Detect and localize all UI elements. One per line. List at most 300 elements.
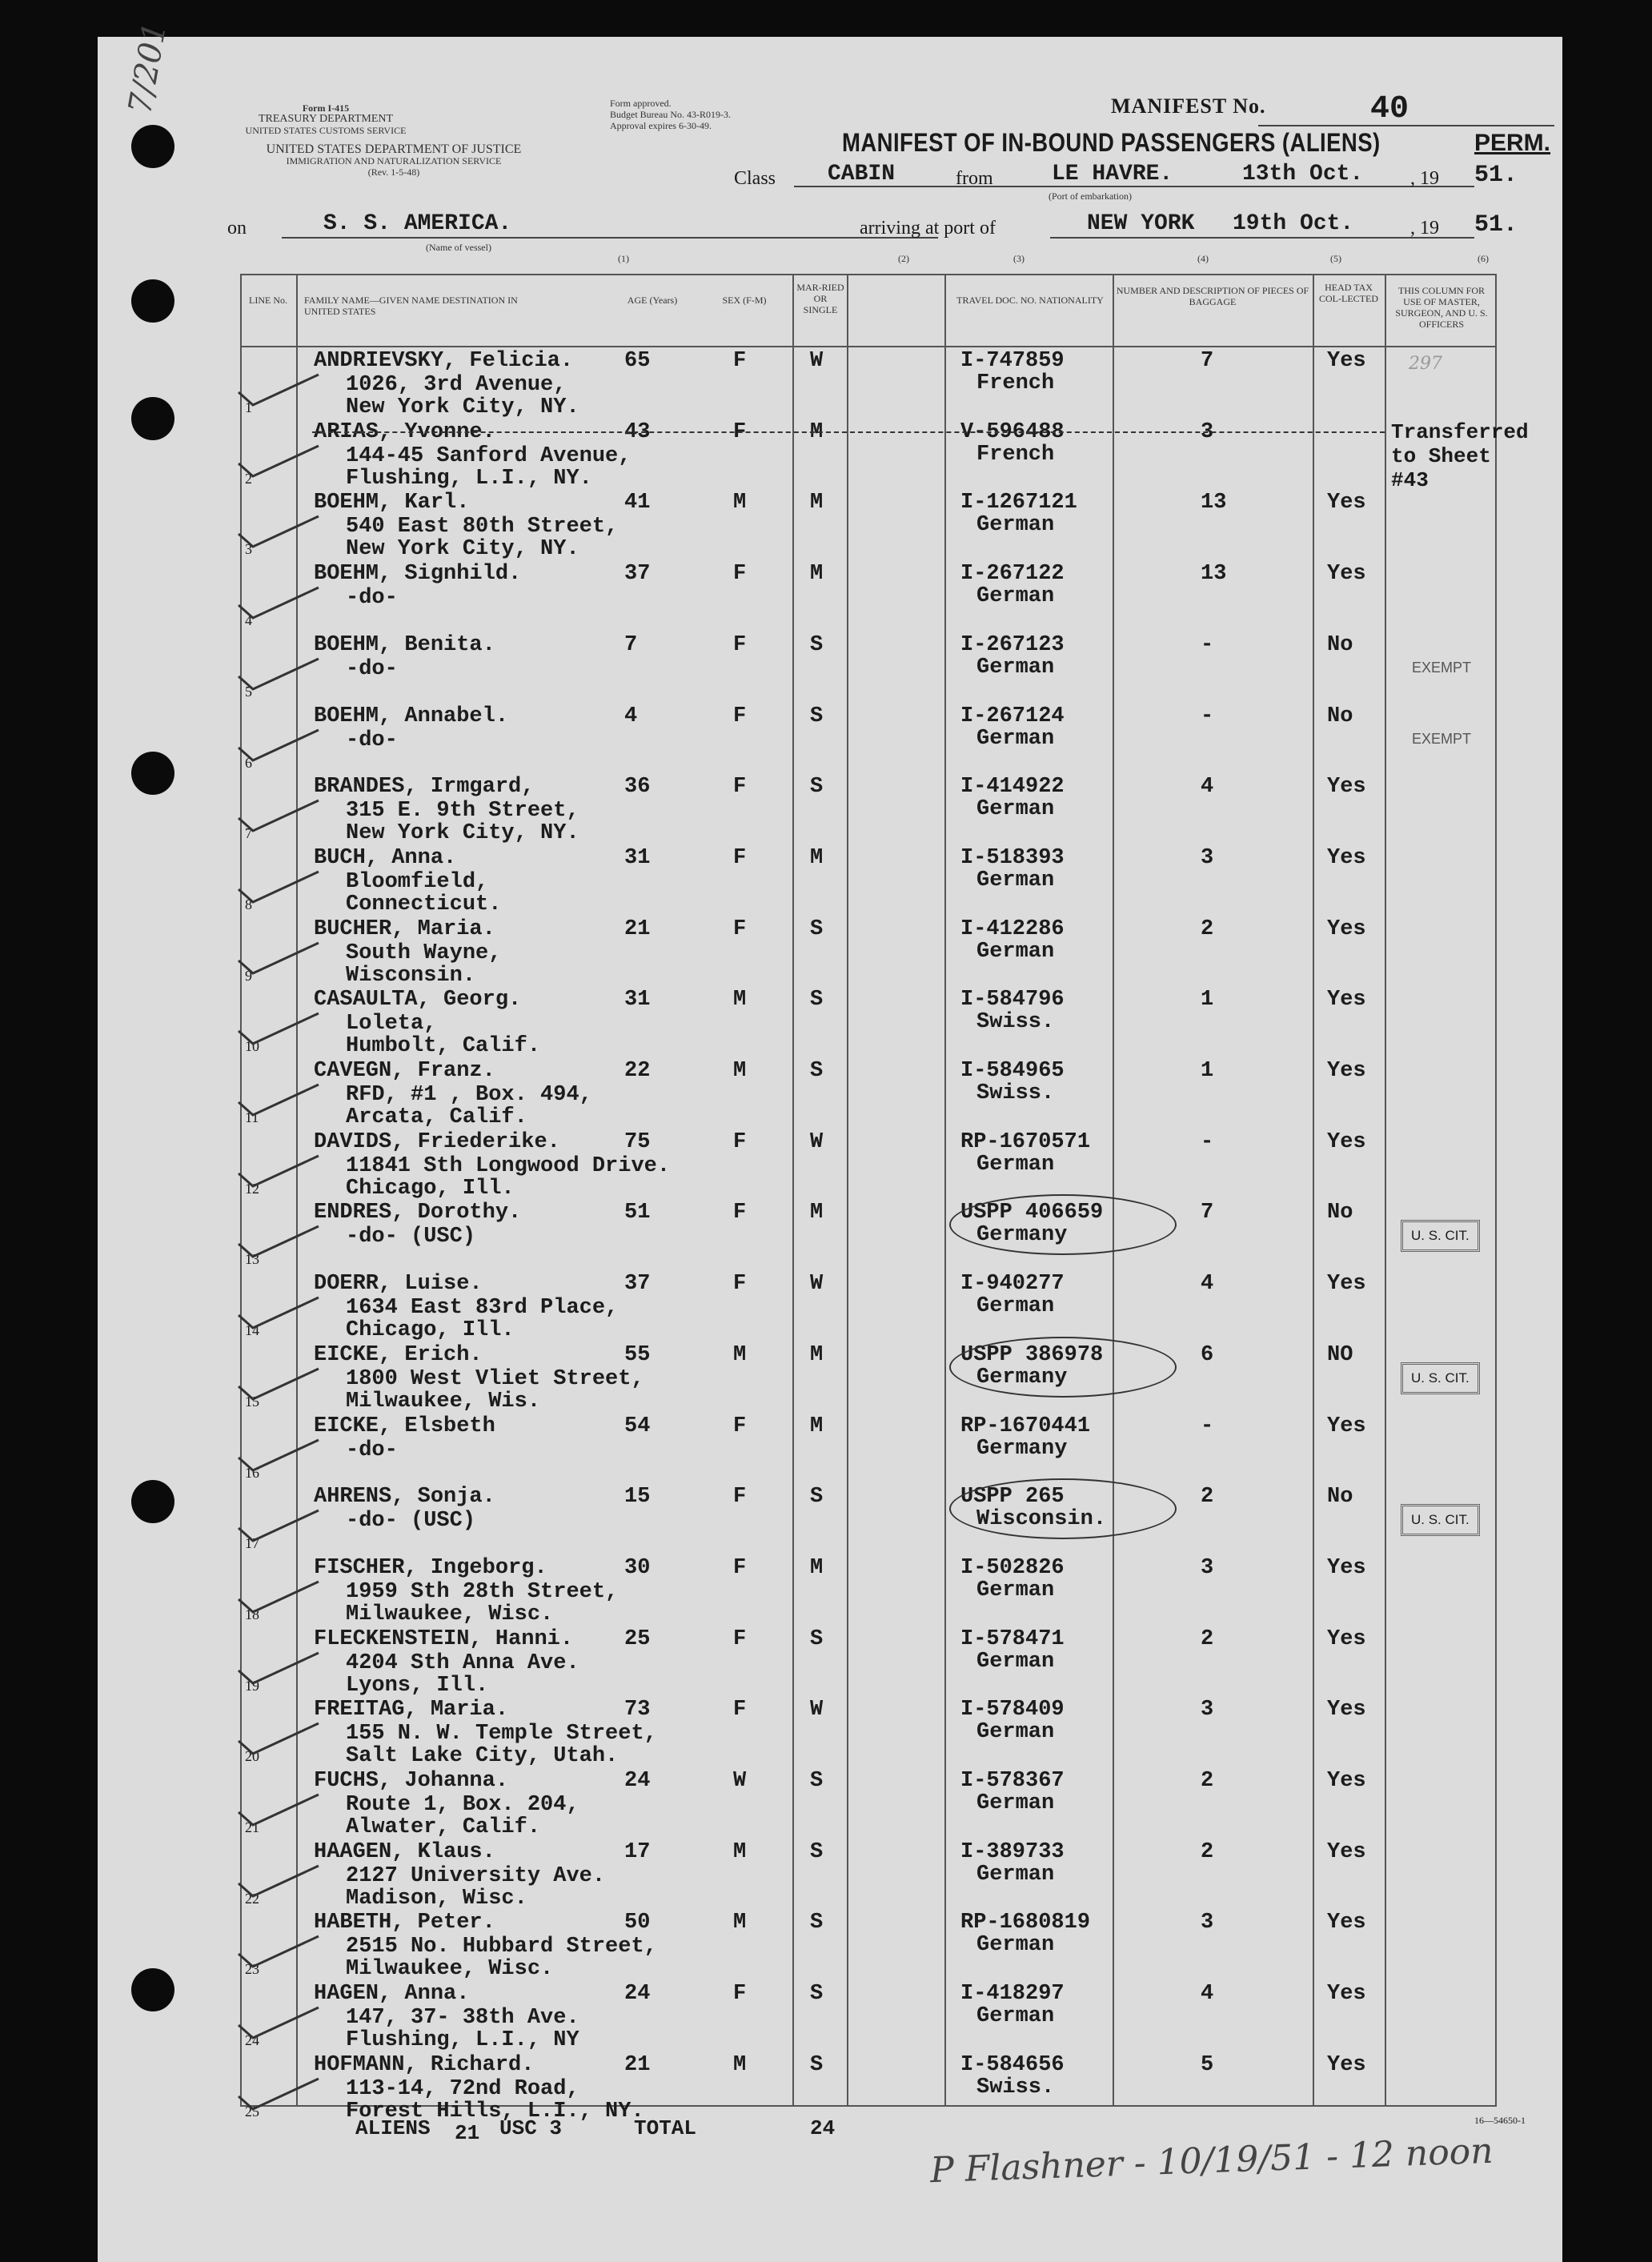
address-line-2: Lyons, Ill. xyxy=(346,1673,489,1698)
travel-doc-number: RP-1680819 xyxy=(960,1911,1091,1935)
baggage-count: 3 xyxy=(1201,1555,1214,1580)
nationality: German xyxy=(976,1933,1055,1958)
baggage-count: 13 xyxy=(1201,562,1227,587)
passenger-name: HAGEN, Anna. xyxy=(314,1982,470,2007)
address-line-1: 1800 West Vliet Street, xyxy=(346,1366,644,1391)
address-line-2: Wisconsin. xyxy=(346,963,476,988)
age: 22 xyxy=(624,1059,651,1083)
nationality: German xyxy=(976,1720,1055,1745)
manifest-label: MANIFEST No. xyxy=(1111,94,1266,118)
manifest-number: 40 xyxy=(1370,91,1409,127)
line-number: 1 xyxy=(245,399,252,415)
baggage-count: 1 xyxy=(1201,1059,1214,1083)
age: 37 xyxy=(624,1272,651,1297)
travel-doc-number: V-596488 xyxy=(960,419,1065,444)
margin-note: 7/201 xyxy=(122,19,174,117)
col-num-6: (6) xyxy=(1478,253,1489,264)
address-line-1: 11841 Sth Longwood Drive. xyxy=(346,1153,671,1178)
sex: F xyxy=(733,1982,747,2007)
sex: F xyxy=(733,632,747,657)
age: 75 xyxy=(624,1129,651,1154)
travel-doc-number: I-418297 xyxy=(960,1982,1065,2007)
baggage-count: 7 xyxy=(1201,349,1214,373)
col-num-2: (2) xyxy=(898,253,909,264)
punch-hole xyxy=(131,752,174,795)
nationality: German xyxy=(976,584,1055,609)
passenger-name: DAVIDS, Friederike. xyxy=(314,1129,560,1154)
sex: M xyxy=(733,988,747,1013)
check-mark xyxy=(235,584,323,621)
marital-status: W xyxy=(810,349,824,373)
head-tax: No xyxy=(1327,632,1353,657)
marital-status: M xyxy=(810,419,824,444)
nationality: Swiss. xyxy=(976,1010,1055,1035)
nationality: German xyxy=(976,797,1055,822)
justice-dept: UNITED STATES DEPARTMENT OF JUSTICE xyxy=(266,142,522,156)
nationality: Wisconsin. xyxy=(976,1507,1107,1532)
table-row xyxy=(240,419,1529,492)
line-number: 25 xyxy=(245,2103,259,2120)
total-count: 24 xyxy=(810,2116,836,2140)
age: 54 xyxy=(624,1414,651,1438)
head-tax: Yes xyxy=(1327,775,1366,800)
arrival-date: 19th Oct. xyxy=(1233,211,1354,236)
approval-line-3: Approval expires 6-30-49. xyxy=(610,120,712,131)
date-underline xyxy=(1010,186,1474,187)
sex: M xyxy=(733,2052,747,2077)
class-underline xyxy=(794,186,1042,187)
address-line-1: -do- (USC) xyxy=(346,1509,476,1534)
line-number: 14 xyxy=(245,1322,259,1339)
travel-doc-number: USPP 406659 xyxy=(960,1201,1104,1225)
sex: M xyxy=(733,1342,747,1367)
check-mark xyxy=(235,868,323,905)
officer-note: U. S. CIT. xyxy=(1401,1220,1480,1252)
passenger-name: CASAULTA, Georg. xyxy=(314,988,522,1013)
age: 24 xyxy=(624,1769,651,1793)
head-tax: Yes xyxy=(1327,562,1366,587)
passenger-name: EICKE, Erich. xyxy=(314,1342,483,1367)
manifest-underline xyxy=(1258,125,1554,126)
sex: F xyxy=(733,562,747,587)
table-row xyxy=(240,632,1497,703)
punch-hole xyxy=(131,1968,174,2011)
nationality: French xyxy=(976,442,1055,467)
head-tax: No xyxy=(1327,704,1353,728)
address-line-2: Flushing, L.I., NY. xyxy=(346,466,592,491)
head-tax: No xyxy=(1327,1485,1353,1510)
head-tax: Yes xyxy=(1327,491,1366,515)
officer-note: 297 xyxy=(1409,354,1442,374)
check-mark xyxy=(235,371,323,408)
vessel-name: S. S. AMERICA. xyxy=(323,211,512,236)
passenger-name: FUCHS, Johanna. xyxy=(314,1769,509,1793)
table-row xyxy=(240,844,1497,916)
address-line-1: -do- xyxy=(346,1438,398,1462)
line-number: 5 xyxy=(245,683,252,700)
address-line-2: Madison, Wisc. xyxy=(346,1886,527,1911)
age: 41 xyxy=(624,491,651,515)
age: 4 xyxy=(624,704,638,728)
age: 55 xyxy=(624,1342,651,1367)
passenger-name: FLECKENSTEIN, Hanni. xyxy=(314,1626,574,1651)
table-row xyxy=(240,1696,1497,1767)
officer-note: Transferred to Sheet #43 xyxy=(1391,419,1529,492)
address-line-1: 1026, 3rd Avenue, xyxy=(346,373,567,397)
usc-label: USC 3 xyxy=(499,2116,563,2140)
line-number: 17 xyxy=(245,1535,259,1552)
col-num-5: (5) xyxy=(1330,253,1341,264)
head-tax: Yes xyxy=(1327,1769,1366,1793)
address-line-1: -do- xyxy=(346,728,398,752)
marital-status: S xyxy=(810,988,824,1013)
address-line-1: 155 N. W. Temple Street, xyxy=(346,1722,657,1747)
address-line-2: Arcata, Calif. xyxy=(346,1105,527,1129)
passenger-name: DOERR, Luise. xyxy=(314,1272,483,1297)
embark-port-caption: (Port of embarkation) xyxy=(1049,191,1132,202)
marital-status: W xyxy=(810,1272,824,1297)
age: 31 xyxy=(624,988,651,1013)
address-line-2: Humbolt, Calif. xyxy=(346,1034,541,1059)
marital-status: S xyxy=(810,1626,824,1651)
nationality: German xyxy=(976,1791,1055,1815)
circled-passport xyxy=(949,1337,1177,1398)
line-number: 22 xyxy=(245,1890,259,1907)
address-line-1: South Wayne, xyxy=(346,940,502,965)
line-number: 12 xyxy=(245,1180,259,1197)
table-row xyxy=(240,1626,1497,1697)
table-row xyxy=(240,489,1497,560)
address-line-2: New York City, NY. xyxy=(346,537,579,562)
sex: M xyxy=(733,1059,747,1083)
class-value: CABIN xyxy=(828,162,896,186)
arrival-year: 51. xyxy=(1474,211,1518,239)
address-line-1: 113-14, 72nd Road, xyxy=(346,2076,579,2101)
passenger-name: BOEHM, Benita. xyxy=(314,632,495,657)
check-mark xyxy=(235,940,323,977)
check-mark xyxy=(235,1507,323,1544)
travel-doc-number: I-267122 xyxy=(960,562,1065,587)
age: 73 xyxy=(624,1698,651,1723)
sex: F xyxy=(733,1414,747,1438)
travel-doc-number: I-518393 xyxy=(960,845,1065,870)
passenger-name: FREITAG, Maria. xyxy=(314,1698,509,1723)
travel-doc-number: I-584796 xyxy=(960,988,1065,1013)
perm-label: PERM. xyxy=(1474,130,1551,156)
sex: F xyxy=(733,775,747,800)
line-number: 18 xyxy=(245,1606,259,1622)
address-line-1: 1634 East 83rd Place, xyxy=(346,1296,619,1321)
travel-doc-number: I-747859 xyxy=(960,349,1065,373)
passenger-name: ANDRIEVSKY, Felicia. xyxy=(314,349,574,373)
sex: F xyxy=(733,1272,747,1297)
header-line-no: LINE No. xyxy=(249,295,287,306)
passenger-name: BOEHM, Signhild. xyxy=(314,562,522,587)
passenger-name: BOEHM, Annabel. xyxy=(314,704,509,728)
address-line-1: RFD, #1 , Box. 494, xyxy=(346,1083,592,1107)
head-tax: Yes xyxy=(1327,1414,1366,1438)
check-mark xyxy=(235,1791,323,1828)
sex: W xyxy=(733,1769,747,1793)
check-mark xyxy=(235,1578,323,1615)
check-mark xyxy=(235,656,323,692)
passenger-name: HAAGEN, Klaus. xyxy=(314,1839,495,1864)
head-tax: Yes xyxy=(1327,1698,1366,1723)
nationality: Germany xyxy=(976,1365,1068,1390)
form-id-block xyxy=(218,102,434,136)
baggage-count: 7 xyxy=(1201,1201,1214,1225)
check-mark xyxy=(235,1933,323,1970)
officer-note: U. S. CIT. xyxy=(1401,1362,1480,1394)
address-line-2: Alwater, Calif. xyxy=(346,1815,541,1839)
punch-hole xyxy=(131,125,174,168)
check-mark xyxy=(235,1294,323,1331)
form-number: Form I-415 xyxy=(302,102,350,114)
line-number: 7 xyxy=(245,825,252,842)
baggage-count: 2 xyxy=(1201,1485,1214,1510)
baggage-count: 2 xyxy=(1201,916,1214,941)
baggage-count: 13 xyxy=(1201,491,1227,515)
passenger-name: ENDRES, Dorothy. xyxy=(314,1201,522,1225)
head-tax: Yes xyxy=(1327,1129,1366,1154)
passenger-name: BRANDES, Irmgard, xyxy=(314,775,535,800)
table-row xyxy=(240,1839,1497,1910)
sex: F xyxy=(733,845,747,870)
table-row xyxy=(240,347,1497,419)
sex: F xyxy=(733,1129,747,1154)
inspector-signature: P Flashner - 10/19/51 - 12 noon xyxy=(929,2130,1494,2192)
age: 36 xyxy=(624,775,651,800)
table-row xyxy=(240,1767,1497,1839)
address-line-2: Milwaukee, Wisc. xyxy=(346,1602,554,1626)
departure-year: 51. xyxy=(1474,162,1518,189)
line-number: 10 xyxy=(245,1038,259,1055)
age: 21 xyxy=(624,2052,651,2077)
line-number: 2 xyxy=(245,470,252,487)
header-officers: THIS COLUMN FOR USE OF MASTER, SURGEON, AND U. S. OFFICERS xyxy=(1395,285,1488,330)
marital-status: S xyxy=(810,632,824,657)
address-line-1: -do- xyxy=(346,656,398,681)
line-number: 21 xyxy=(245,1819,259,1835)
passenger-name: HABETH, Peter. xyxy=(314,1911,495,1935)
age: 24 xyxy=(624,1982,651,2007)
baggage-count: 4 xyxy=(1201,1272,1214,1297)
address-line-1: 4204 Sth Anna Ave. xyxy=(346,1650,579,1675)
approval-line-2: Budget Bureau No. 43-R019-3. xyxy=(610,109,731,120)
nationality: German xyxy=(976,1649,1055,1674)
travel-doc-number: RP-1670571 xyxy=(960,1129,1091,1154)
check-mark xyxy=(235,1223,323,1260)
table-row xyxy=(240,1909,1497,1980)
marital-status: S xyxy=(810,916,824,941)
baggage-count: - xyxy=(1201,632,1214,657)
header-age: AGE (Years) xyxy=(627,295,678,306)
table-row xyxy=(240,1129,1497,1200)
line-number: 15 xyxy=(245,1393,259,1410)
nationality: German xyxy=(976,868,1055,892)
table-row xyxy=(240,1270,1497,1342)
address-line-1: Bloomfield, xyxy=(346,869,489,894)
baggage-count: 4 xyxy=(1201,775,1214,800)
address-line-2: Salt Lake City, Utah. xyxy=(346,1744,619,1769)
head-tax: Yes xyxy=(1327,2052,1366,2077)
travel-doc-number: I-1267121 xyxy=(960,491,1077,515)
sex: F xyxy=(733,419,747,444)
travel-doc-number: I-502826 xyxy=(960,1555,1065,1580)
marital-status: W xyxy=(810,1698,824,1723)
approval-line-1: Form approved. xyxy=(610,98,672,109)
passenger-name: AHRENS, Sonja. xyxy=(314,1485,495,1510)
line-number: 19 xyxy=(245,1677,259,1694)
punch-hole xyxy=(131,1480,174,1523)
check-mark xyxy=(235,1366,323,1402)
nationality: German xyxy=(976,939,1055,964)
nationality: French xyxy=(976,371,1055,395)
nationality: German xyxy=(976,1862,1055,1887)
arriving-label: arriving at port of xyxy=(860,218,996,239)
table-row xyxy=(240,986,1497,1057)
arrival-port: NEW YORK xyxy=(1087,211,1195,236)
line-number: 8 xyxy=(245,896,252,912)
table-row xyxy=(240,703,1497,774)
check-mark xyxy=(235,1863,323,1899)
table-row xyxy=(240,1413,1497,1484)
age: 21 xyxy=(624,916,651,941)
table-row xyxy=(240,1199,1497,1270)
embark-port: LE HAVRE. xyxy=(1052,162,1173,186)
address-line-1: 315 E. 9th Street, xyxy=(346,799,579,824)
revision: (Rev. 1-5-48) xyxy=(367,166,420,178)
punch-hole xyxy=(131,279,174,323)
line-number: 6 xyxy=(245,754,252,771)
head-tax: Yes xyxy=(1327,1839,1366,1864)
nationality: German xyxy=(976,1294,1055,1319)
head-tax: Yes xyxy=(1327,1911,1366,1935)
nationality: Germany xyxy=(976,1436,1068,1461)
nationality: German xyxy=(976,726,1055,751)
baggage-count: 2 xyxy=(1201,1839,1214,1864)
address-line-2: Milwaukee, Wis. xyxy=(346,1389,541,1414)
marital-status: S xyxy=(810,2052,824,2077)
col-num-4: (4) xyxy=(1197,253,1209,264)
travel-doc-number: I-412286 xyxy=(960,916,1065,941)
passenger-name: HOFMANN, Richard. xyxy=(314,2052,535,2077)
nationality: Swiss. xyxy=(976,2075,1055,2100)
age: 7 xyxy=(624,632,638,657)
check-mark xyxy=(235,1081,323,1118)
sex: F xyxy=(733,1555,747,1580)
circled-passport xyxy=(949,1478,1177,1539)
nationality: Swiss. xyxy=(976,1081,1055,1105)
address-line-2: Milwaukee, Wisc. xyxy=(346,1957,554,1982)
head-tax: Yes xyxy=(1327,988,1366,1013)
passenger-name: ARIAS, Yvonne. xyxy=(314,419,495,444)
table-row xyxy=(240,2051,1497,2123)
passenger-name: EICKE, Elsbeth xyxy=(314,1414,495,1438)
circled-passport xyxy=(949,1194,1177,1255)
travel-doc-number: I-578471 xyxy=(960,1626,1065,1651)
address-line-2: Connecticut. xyxy=(346,892,502,916)
marital-status: S xyxy=(810,1059,824,1083)
table-top-rule xyxy=(240,274,1497,275)
marital-status: S xyxy=(810,1911,824,1935)
manifest-title: MANIFEST OF IN-BOUND PASSENGERS (ALIENS) xyxy=(842,128,1381,157)
sex: F xyxy=(733,1201,747,1225)
line-number: 11 xyxy=(245,1109,259,1125)
check-mark xyxy=(235,443,323,479)
baggage-count: 3 xyxy=(1201,845,1214,870)
marital-status: S xyxy=(810,775,824,800)
on-label: on xyxy=(227,218,247,239)
address-line-2: Forest Hills, L.I., NY. xyxy=(346,2099,644,2124)
table-row xyxy=(240,1554,1497,1626)
form-code: 16—54650-1 xyxy=(1474,2115,1526,2126)
check-mark xyxy=(235,1437,323,1474)
address-line-1: -do- xyxy=(346,586,398,611)
marital-status: S xyxy=(810,1839,824,1864)
baggage-count: 3 xyxy=(1201,419,1214,444)
address-line-2: Chicago, Ill. xyxy=(346,1176,515,1201)
baggage-count: 1 xyxy=(1201,988,1214,1013)
marital-status: M xyxy=(810,491,824,515)
address-line-2: New York City, NY. xyxy=(346,395,579,419)
head-tax: Yes xyxy=(1327,1555,1366,1580)
baggage-count: 2 xyxy=(1201,1626,1214,1651)
line-number: 20 xyxy=(245,1748,259,1765)
marital-status: M xyxy=(810,1201,824,1225)
travel-doc-number: I-584656 xyxy=(960,2052,1065,2077)
customs-service: UNITED STATES CUSTOMS SERVICE xyxy=(245,125,407,136)
check-mark xyxy=(235,513,323,550)
age: 37 xyxy=(624,562,651,587)
age: 65 xyxy=(624,349,651,373)
head-tax: Yes xyxy=(1327,845,1366,870)
travel-doc-number: I-267123 xyxy=(960,632,1065,657)
baggage-count: - xyxy=(1201,1129,1214,1154)
head-tax: Yes xyxy=(1327,1982,1366,2007)
table-row xyxy=(240,1057,1497,1129)
address-line-1: 144-45 Sanford Avenue, xyxy=(346,443,632,468)
manifest-sheet xyxy=(98,19,1562,2262)
aliens-count: 21 xyxy=(455,2121,480,2145)
passenger-name: BUCH, Anna. xyxy=(314,845,457,870)
marital-status: M xyxy=(810,562,824,587)
total-label: TOTAL xyxy=(634,2116,697,2140)
nationality: German xyxy=(976,513,1055,538)
passenger-name: FISCHER, Ingeborg. xyxy=(314,1555,547,1580)
col-num-3: (3) xyxy=(1013,253,1024,264)
head-tax: NO xyxy=(1327,1342,1353,1367)
travel-doc-number: I-578409 xyxy=(960,1698,1065,1723)
sex: F xyxy=(733,1485,747,1510)
address-line-1: Loleta, xyxy=(346,1012,437,1037)
address-line-1: 2515 No. Hubbard Street, xyxy=(346,1935,657,1959)
age: 43 xyxy=(624,419,651,444)
check-mark xyxy=(235,727,323,764)
departure-date: 13th Oct. xyxy=(1242,162,1364,186)
sex: F xyxy=(733,1626,747,1651)
baggage-count: 5 xyxy=(1201,2052,1214,2077)
address-line-1: 540 East 80th Street, xyxy=(346,515,619,539)
nationality: German xyxy=(976,2004,1055,2029)
treasury-dept: TREASURY DEPARTMENT xyxy=(258,113,394,125)
check-mark xyxy=(235,1153,323,1189)
officer-note: EXEMPT xyxy=(1412,659,1472,676)
check-mark xyxy=(235,1650,323,1686)
vessel-underline xyxy=(282,237,938,239)
address-line-1: Route 1, Box. 204, xyxy=(346,1793,579,1817)
line-number: 16 xyxy=(245,1464,259,1481)
